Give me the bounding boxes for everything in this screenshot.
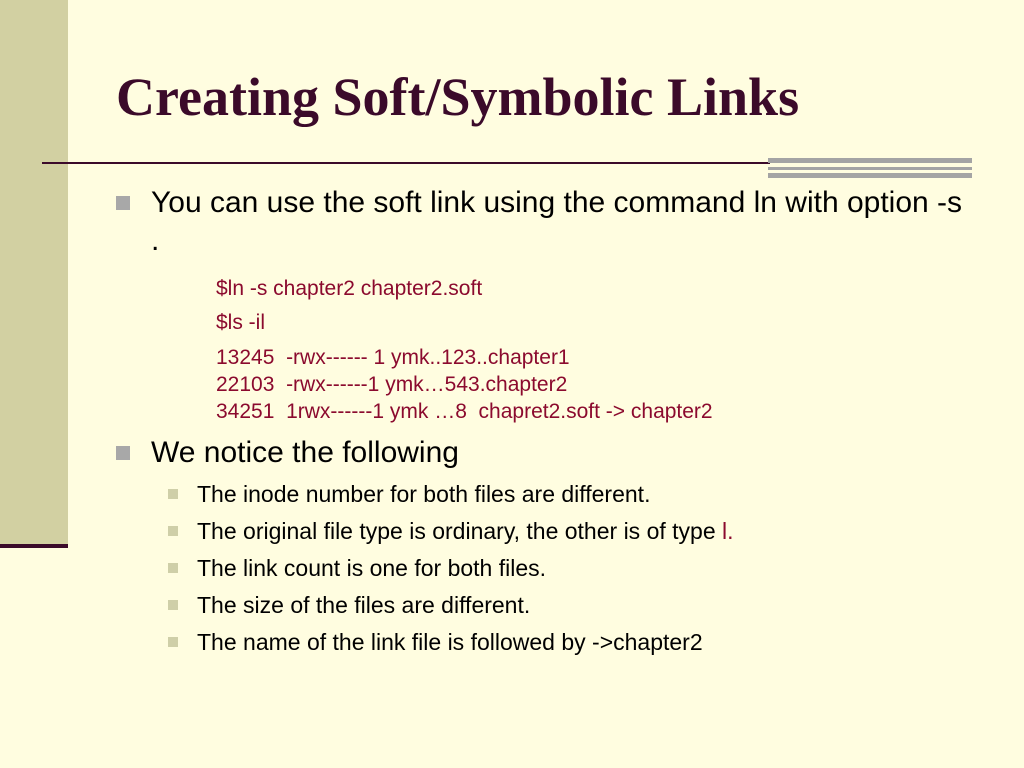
- command-ls: $ls -il: [216, 311, 266, 334]
- left-decor-band: [0, 0, 68, 546]
- bullet-notice-following: We notice the following: [151, 436, 459, 469]
- sub-bullet-marker: [168, 600, 178, 610]
- bullet-marker: [116, 446, 130, 460]
- sub-item-size: The size of the files are different.: [197, 592, 531, 618]
- accent-bar: [768, 167, 972, 170]
- sub-item-inode: The inode number for both files are different.: [197, 481, 651, 507]
- accent-bar: [768, 173, 972, 178]
- sub-item-link-count: The link count is one for both files.: [197, 555, 547, 581]
- listing-line: 34251 1rwx------1 ymk …8 chapret2.soft -> chapter2: [216, 400, 713, 423]
- sub-bullet-marker: [168, 526, 178, 536]
- bullet-soft-link-usage: You can use the soft link using the command ln with option -s .: [151, 186, 963, 257]
- slide-title: Creating Soft/Symbolic Links: [116, 67, 800, 127]
- title-underline: [42, 162, 770, 164]
- accent-bar: [768, 158, 972, 163]
- sub-bullet-marker: [168, 489, 178, 499]
- left-decor-rule: [0, 544, 68, 548]
- listing-line: 22103 -rwx------1 ymk…543.chapter2: [216, 373, 568, 396]
- sub-item-link-name: The name of the link file is followed by ->chapter2: [197, 629, 703, 655]
- sub-item-file-type: [197, 516, 734, 546]
- sub-item-file-type-text: The original file type is ordinary, the other is of type: [197, 518, 723, 544]
- listing-line: 13245 -rwx------ 1 ymk..123..chapter1: [216, 346, 570, 369]
- command-ln: $ln -s chapter2 chapter2.soft: [216, 277, 483, 300]
- bullet-marker: [116, 196, 130, 210]
- sub-bullet-marker: [168, 563, 178, 573]
- type-l-accent: l.: [722, 518, 734, 544]
- sub-bullet-marker: [168, 637, 178, 647]
